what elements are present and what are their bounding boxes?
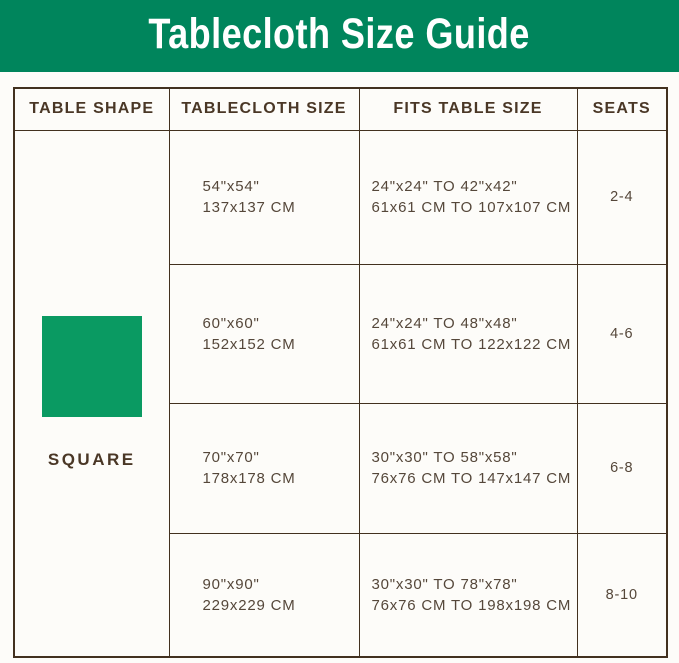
tablecloth-size-cell xyxy=(169,533,359,657)
fits-cm: 61x61 CM TO 107x107 CM xyxy=(371,199,572,216)
header-fits-table-size: FITS TABLE SIZE xyxy=(359,88,577,130)
fits-inches: 24"x24" TO 48"x48" xyxy=(371,314,518,332)
title-banner xyxy=(0,0,679,72)
fits-cm: 61x61 CM TO 122x122 CM xyxy=(371,335,572,353)
size-inches: 70"x70" xyxy=(202,449,260,466)
table-row xyxy=(14,130,667,264)
size-inches: 90"x90" xyxy=(202,575,260,593)
header-tablecloth-size: TABLECLOTH SIZE xyxy=(169,88,359,130)
header-row xyxy=(14,88,667,130)
tablecloth-size-cell xyxy=(169,264,359,403)
square-shape-swatch xyxy=(42,316,142,417)
page-title: Tablecloth Size Guide xyxy=(148,9,531,58)
fits-cm: 76x76 CM TO 198x198 CM xyxy=(371,596,572,614)
shape-cell xyxy=(14,130,169,657)
size-cm: 229x229 CM xyxy=(202,596,296,614)
tablecloth-size-cell xyxy=(169,130,359,264)
fits-table-size-cell xyxy=(359,403,577,533)
fits-inches: 30"x30" TO 78"x78" xyxy=(371,575,518,593)
fits-table-size-cell xyxy=(359,264,577,403)
size-cm: 178x178 CM xyxy=(202,470,296,487)
shape-label: SQUARE xyxy=(47,450,136,470)
size-cm: 137x137 CM xyxy=(202,199,296,216)
seats-cell: 4-6 xyxy=(577,264,667,403)
seats-cell: 2-4 xyxy=(577,130,667,264)
size-guide-table xyxy=(13,87,668,658)
fits-cm: 76x76 CM TO 147x147 CM xyxy=(371,470,572,487)
tablecloth-size-cell xyxy=(169,403,359,533)
fits-inches: 30"x30" TO 58"x58" xyxy=(371,449,518,466)
size-cm: 152x152 CM xyxy=(202,335,296,353)
seats-cell: 8-10 xyxy=(577,533,667,657)
header-seats: SEATS xyxy=(577,88,667,130)
fits-inches: 24"x24" TO 42"x42" xyxy=(371,178,518,195)
fits-table-size-cell xyxy=(359,130,577,264)
fits-table-size-cell xyxy=(359,533,577,657)
size-inches: 54"x54" xyxy=(202,178,260,195)
size-inches: 60"x60" xyxy=(202,314,260,332)
header-table-shape: TABLE SHAPE xyxy=(14,88,169,130)
seats-cell: 6-8 xyxy=(577,403,667,533)
